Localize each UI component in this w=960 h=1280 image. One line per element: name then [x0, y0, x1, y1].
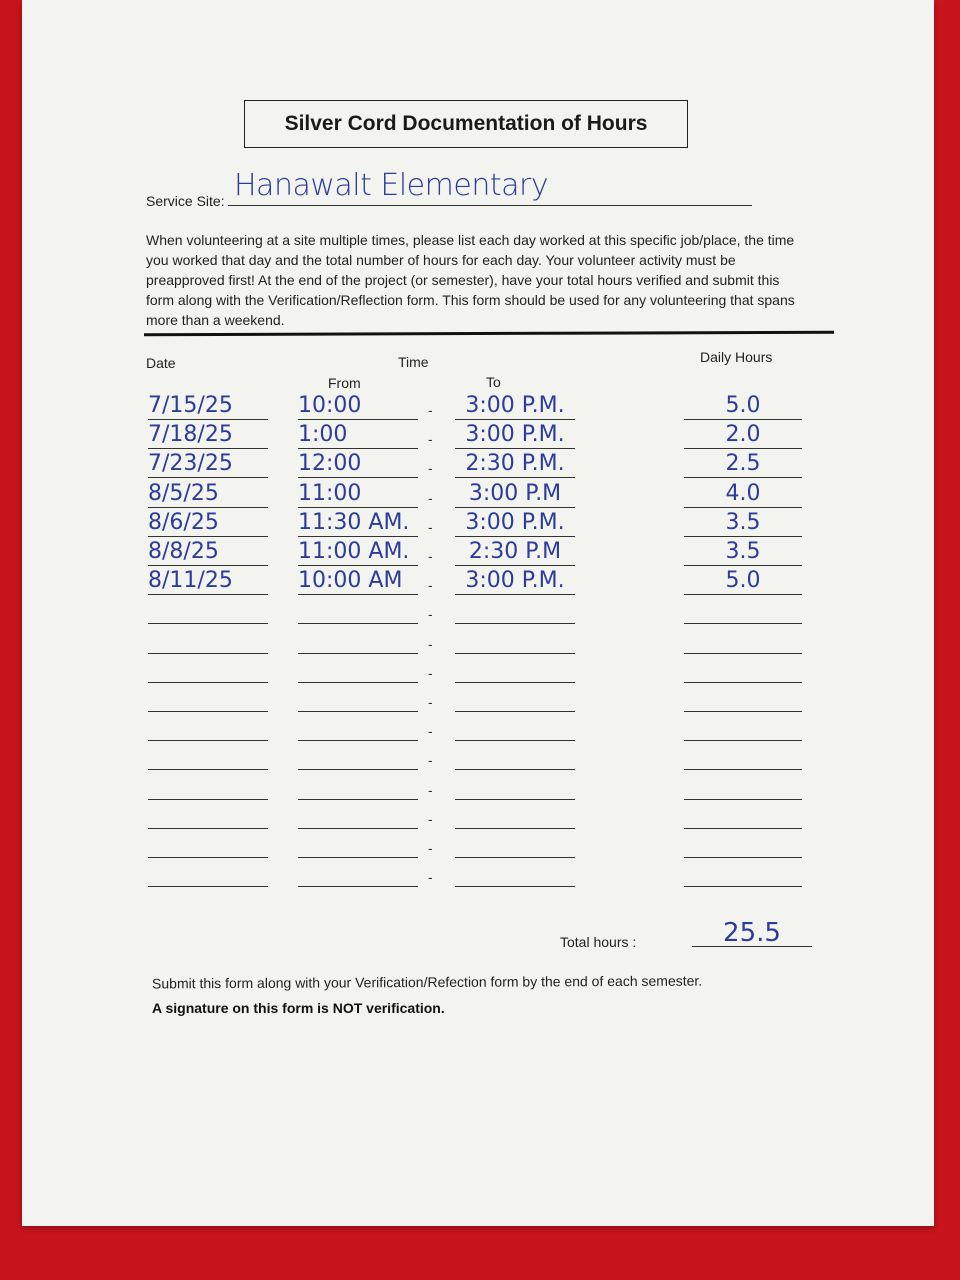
daily-hours-cell[interactable] [684, 741, 802, 770]
footer-warning: A signature on this form is NOT verification. [152, 1000, 445, 1016]
from-time-cell[interactable]: 11:30 AM. [298, 508, 418, 537]
to-time-cell[interactable] [455, 771, 575, 800]
table-row [22, 830, 934, 858]
to-time-cell[interactable] [455, 800, 575, 829]
to-time-cell[interactable]: 3:00 P.M. [455, 508, 575, 537]
from-time-cell[interactable] [298, 800, 418, 829]
from-time-cell[interactable]: 12:00 [298, 449, 418, 478]
from-time-cell[interactable]: 10:00 AM [298, 566, 418, 595]
to-time-cell[interactable]: 3:00 P.M. [455, 566, 575, 595]
time-separator: - [428, 635, 433, 652]
table-row [22, 713, 934, 741]
to-time-cell[interactable]: 3:00 P.M [455, 479, 575, 508]
daily-hours-cell[interactable] [684, 654, 802, 683]
header-time: Time [398, 354, 429, 370]
time-separator: - [428, 402, 433, 418]
from-time-cell[interactable] [298, 829, 418, 858]
table-row [22, 684, 934, 712]
time-separator: - [428, 489, 433, 506]
daily-hours-cell[interactable] [684, 595, 802, 624]
daily-hours-cell[interactable] [684, 771, 802, 800]
date-cell[interactable]: 8/11/25 [148, 566, 268, 595]
table-row [22, 859, 934, 887]
to-time-cell[interactable]: 2:30 P.M [455, 537, 575, 566]
date-cell[interactable] [148, 712, 268, 741]
daily-hours-cell[interactable] [684, 625, 802, 654]
time-separator: - [428, 869, 433, 886]
form-title: Silver Cord Documentation of Hours [244, 100, 688, 148]
header-from: From [328, 375, 361, 391]
table-row [22, 509, 934, 537]
from-time-cell[interactable]: 10:00 [298, 391, 418, 420]
to-time-cell[interactable] [455, 829, 575, 858]
time-separator: - [428, 781, 433, 798]
to-time-cell[interactable] [455, 595, 575, 624]
service-site-value[interactable]: Hanawalt Elementary [234, 168, 549, 203]
from-time-cell[interactable] [298, 771, 418, 800]
time-separator: - [428, 606, 433, 623]
total-hours-label: Total hours : [560, 934, 637, 950]
time-separator: - [428, 694, 433, 710]
date-cell[interactable] [148, 625, 268, 654]
time-separator: - [428, 548, 433, 564]
time-separator: - [428, 840, 433, 856]
date-cell[interactable] [148, 595, 268, 624]
from-time-cell[interactable] [298, 741, 418, 770]
date-cell[interactable] [148, 741, 268, 770]
table-row [22, 626, 934, 654]
time-separator: - [428, 460, 433, 477]
time-separator: - [428, 752, 433, 769]
table-row [22, 742, 934, 770]
from-time-cell[interactable] [298, 858, 418, 887]
table-row [22, 538, 934, 566]
time-separator: - [428, 664, 433, 681]
from-time-cell[interactable]: 11:00 [298, 479, 418, 508]
daily-hours-cell[interactable]: 2.5 [684, 449, 802, 478]
date-cell[interactable] [148, 858, 268, 887]
from-time-cell[interactable] [298, 654, 418, 683]
table-row [22, 596, 934, 624]
date-cell[interactable] [148, 771, 268, 800]
to-time-cell[interactable] [455, 625, 575, 654]
footer-instruction: Submit this form along with your Verification/Refection form by the end of each semester. [151, 972, 703, 992]
daily-hours-cell[interactable] [684, 858, 802, 887]
date-cell[interactable]: 7/15/25 [148, 391, 268, 420]
daily-hours-cell[interactable]: 5.0 [684, 391, 802, 420]
from-time-cell[interactable] [298, 595, 418, 624]
date-cell[interactable] [148, 829, 268, 858]
table-row [22, 480, 934, 508]
form-paper [22, 0, 934, 1226]
date-cell[interactable] [148, 654, 268, 683]
service-site-line [228, 205, 752, 206]
to-time-cell[interactable] [455, 712, 575, 741]
daily-hours-cell[interactable] [684, 829, 802, 858]
from-time-cell[interactable]: 11:00 AM. [298, 537, 418, 566]
time-separator: - [428, 723, 433, 740]
date-cell[interactable]: 8/8/25 [148, 537, 268, 566]
total-hours-value[interactable]: 25.5 [692, 918, 812, 947]
date-cell[interactable]: 7/23/25 [148, 449, 268, 478]
daily-hours-cell[interactable] [684, 800, 802, 829]
daily-hours-cell[interactable]: 2.0 [684, 420, 802, 449]
date-cell[interactable]: 8/6/25 [148, 508, 268, 537]
daily-hours-cell[interactable]: 3.5 [684, 537, 802, 566]
from-time-cell[interactable] [298, 712, 418, 741]
header-daily-hours: Daily Hours [700, 349, 773, 365]
daily-hours-cell[interactable]: 5.0 [684, 566, 802, 595]
header-to: To [486, 374, 501, 390]
daily-hours-cell[interactable]: 3.5 [684, 508, 802, 537]
to-time-cell[interactable]: 3:00 P.M. [455, 391, 575, 420]
to-time-cell[interactable]: 2:30 P.M. [455, 449, 575, 478]
instructions-text: When volunteering at a site multiple times, please list each day worked at this specific job/place, the time you worked that day and the total number of hours for each day. Your volunteer activity must be preapproved first! At the end of the project (or semester), have your total hours verified and submit this form along with the Verification/Reflection form. This form should be used for any volunteering that spans more than a weekend. [146, 232, 795, 328]
date-cell[interactable]: 7/18/25 [148, 420, 268, 449]
daily-hours-cell[interactable] [684, 683, 802, 712]
table-row [22, 801, 934, 829]
divider [144, 331, 834, 336]
table-row [22, 772, 934, 800]
table-row [22, 421, 934, 449]
to-time-cell[interactable] [455, 858, 575, 887]
date-cell[interactable]: 8/5/25 [148, 479, 268, 508]
table-row [22, 655, 934, 683]
time-separator: - [428, 431, 433, 448]
time-separator: - [428, 810, 433, 827]
to-time-cell[interactable] [455, 654, 575, 683]
from-time-cell[interactable] [298, 683, 418, 712]
from-time-cell[interactable]: 1:00 [298, 420, 418, 449]
date-cell[interactable] [148, 800, 268, 829]
from-time-cell[interactable] [298, 625, 418, 654]
to-time-cell[interactable] [455, 683, 575, 712]
time-separator: - [428, 518, 433, 535]
service-site-label: Service Site: [146, 193, 225, 209]
header-date: Date [146, 355, 176, 371]
table-row [22, 567, 934, 595]
daily-hours-cell[interactable] [684, 712, 802, 741]
table-row [22, 450, 934, 478]
daily-hours-cell[interactable]: 4.0 [684, 479, 802, 508]
time-separator: - [428, 577, 433, 594]
table-row [22, 392, 934, 420]
to-time-cell[interactable]: 3:00 P.M. [455, 420, 575, 449]
to-time-cell[interactable] [455, 741, 575, 770]
date-cell[interactable] [148, 683, 268, 712]
